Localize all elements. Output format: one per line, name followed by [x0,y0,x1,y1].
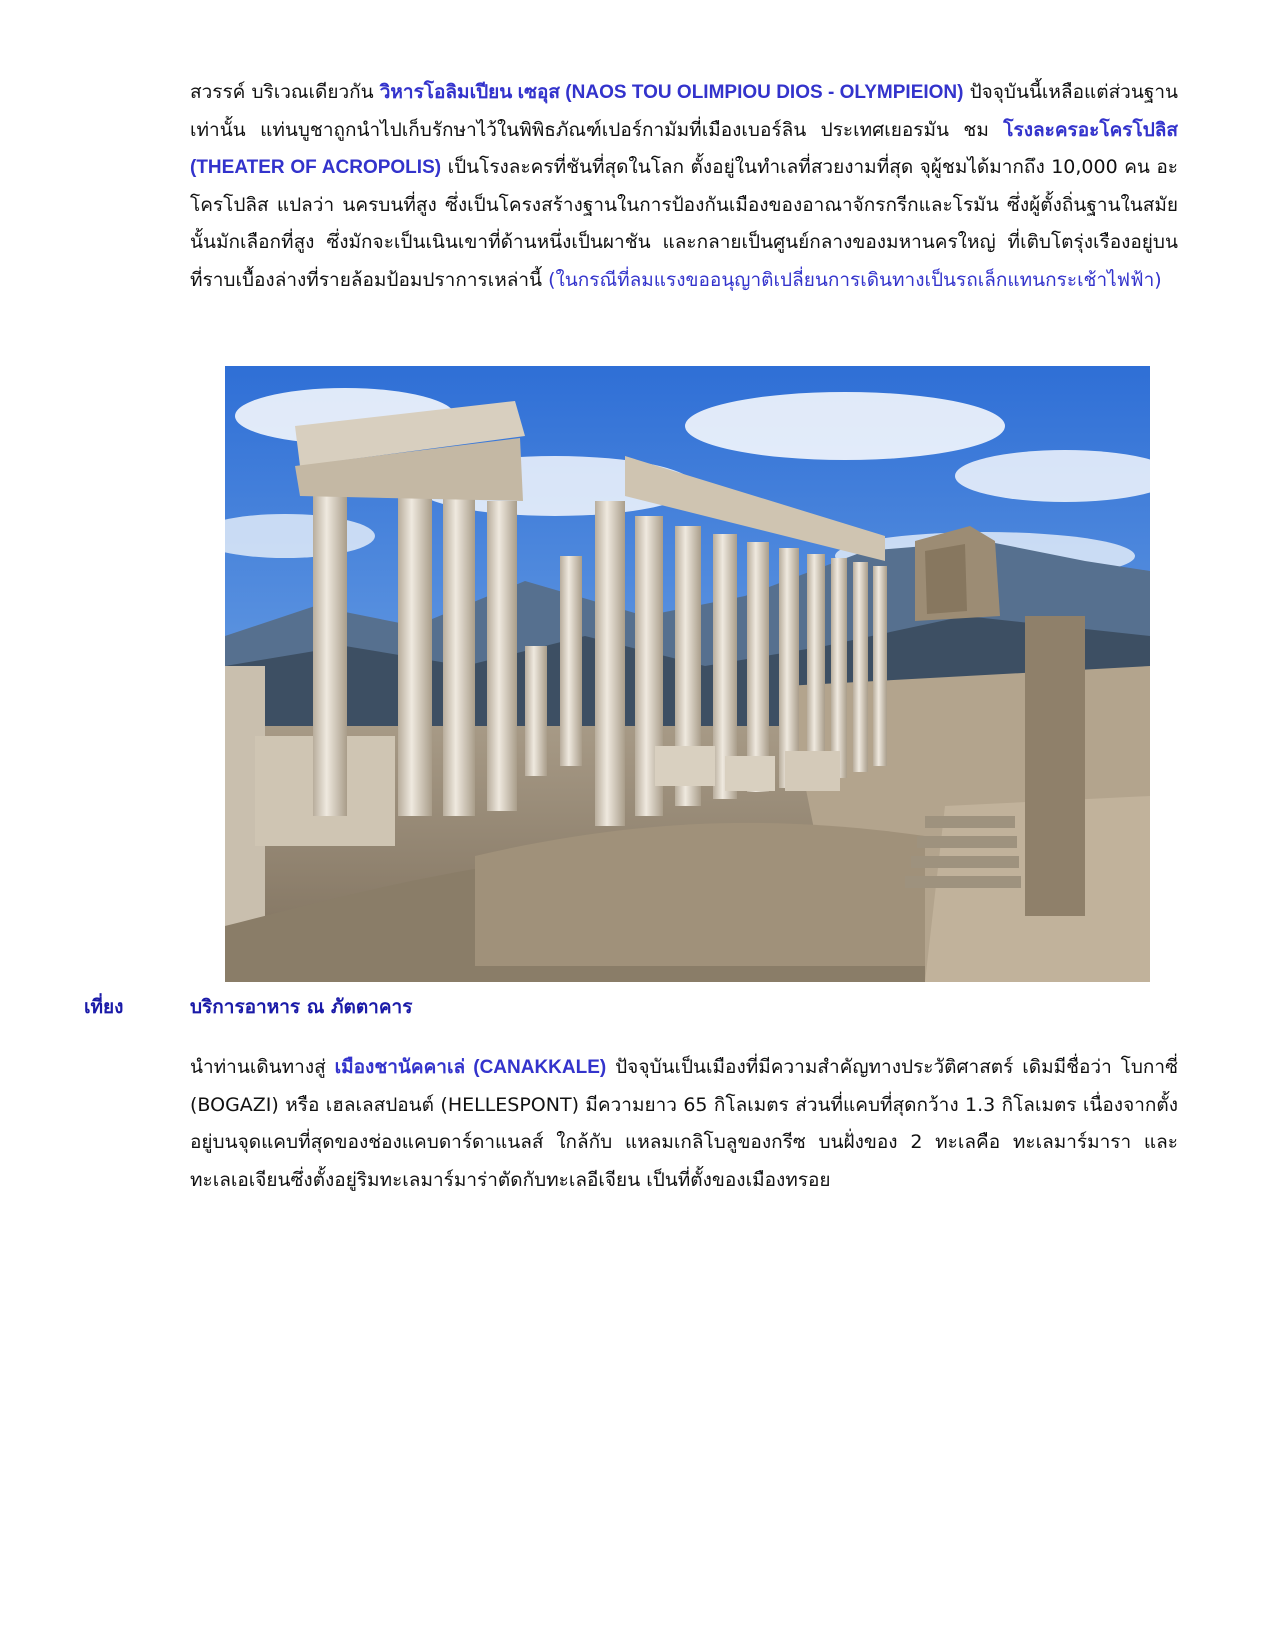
meal-time-label: เที่ยง [84,996,124,1018]
intro-text-2: ปัจจุบันนี้เหลือแต่ส่วนฐานเท่านั้น แท่นบูชาถูกนำไปเก็บรักษาไว้ในพิพิธภัณฑ์เปอร์กามัมที่เมืองเบอร์ลิน ประเทศเยอรมัน ชม [190,81,1178,141]
canakkale-highlight: เมืองชานัคคาเล่ (CANAKKALE) [334,1057,607,1078]
meal-description: บริการอาหาร ณ ภัตตาคาร [190,996,413,1018]
canakkale-text-2: ปัจจุบันเป็นเมืองที่มีความสำคัญทางประวัติศาสตร์ เดิมมีชื่อว่า โบกาซี่ (BOGAZI) หรือ เฮลเลสปอนต์ (HELLESPONT) มีความยาว 65 กิโลเมตร ส่วนที่แคบที่สุดกว้าง 1.3 กิโลเมตร เนื่องจากตั้งอยู่บนจุดแคบที่สุดของช่องแคบดาร์ดาแนลส์ ใกล้กับ แหลมเกลิโบลูของกรีซ บนฝั่งของ 2 ทะเลคือ ทะเลมาร์มารา และ ทะเลเอเจียนซึ่งตั้งอยู่ริมทะเลมาร์มาร่าตัดกับทะเลอีเจียน เป็นที่ตั้งของเมืองทรอย [190,1056,1178,1191]
theater-highlight: โรงละครอะโครโปลิส (THEATER OF ACROPOLIS) [190,119,1178,178]
canakkale-text-1: นำท่านเดินทางสู่ [190,1056,335,1078]
ruins-photo [225,366,1150,982]
intro-paragraph [190,74,1178,299]
intro-text-3: เป็นโรงละครที่ชันที่สุดในโลก ตั้งอยู่ในทำเลที่สวยงามที่สุด จุผู้ชมได้มากถึง 10,000 คน อะโครโปลิส แปลว่า นครบนที่สูง ซึ่งเป็นโครงสร้างฐานในการป้องกันเมืองของอาณาจักรกรีกและโรมัน ซึ่งผู้ตั้งถิ่นฐานในสมัยนั้นมักเลือกที่สูง ซึ่งมักจะเป็นเนินเขาที่ด้านหนึ่งเป็นผาชัน และกลายเป็นศูนย์กลางของมหานครใหญ่ ที่เติบโตรุ่งเรืองอยู่บนที่ราบเบื้องล่างที่รายล้อมป้อมปราการเหล่านี้ [190,156,1179,291]
canakkale-paragraph [190,1049,1178,1199]
olympieion-highlight: วิหารโอลิมเปียน เซอุส (NAOS TOU OLIMPIOU DIOS - OLYMPIEION) [379,82,964,103]
weather-note: (ในกรณีที่ลมแรงขออนุญาติเปลี่ยนการเดินทางเป็นรถเล็กแทนกระเช้าไฟฟ้า) [548,268,1162,291]
intro-text-1: สวรรค์ บริเวณเดียวกัน [190,81,380,103]
